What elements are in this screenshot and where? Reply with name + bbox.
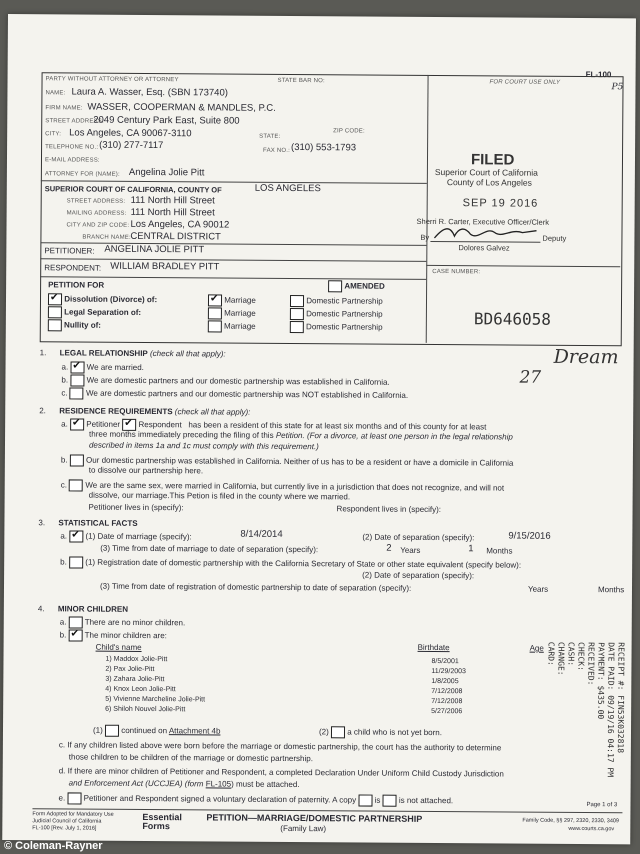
sec4-d-text2: and Enforcement Act (UCCJEA) (form [68,778,204,789]
child-name: 3) Zahara Jolie-Pitt [105,675,165,684]
unborn-option[interactable] [319,726,442,739]
separation-date: 9/15/2016 [508,530,551,542]
respondent-name: WILLIAM BRADLEY PITT [110,260,220,273]
nullity-marriage-checkbox[interactable] [208,320,222,332]
nullity-marriage-label: Marriage [224,321,256,331]
court-branch: CENTRAL DISTRICT [130,230,221,243]
court-street: 111 North Hill Street [130,194,215,207]
sec3-a2-label: (2) Date of separation (specify): [362,532,475,543]
tel-label: TELEPHONE NO.: [45,144,99,151]
sec3-title: STATISTICAL FACTS [58,518,138,528]
sec3-b1: b. (1) Registration date of domestic partnership with the California Secretary of State or other state equivalent (specify below): [60,557,522,570]
continued-checkbox[interactable] [105,725,119,737]
state-label: STATE: [259,133,281,140]
months-label: Months [486,546,513,556]
handwritten-number: 27 [519,367,542,388]
sec4-b-text: The minor children are: [84,630,167,641]
form-adoption-note [32,811,113,833]
children-names [105,655,205,716]
receipt-line: CHECK: [576,641,586,671]
petitioner-name: ANGELINA JOLIE PITT [104,243,205,256]
col-age: Age [529,643,544,653]
paternity-isnot-checkbox[interactable] [383,795,397,807]
court-county: LOS ANGELES [254,182,321,195]
sec4-c-text1: If any children listed above were born before the marriage or domestic partnership, the court has the authority to determine [67,740,502,753]
attachment-4b-link[interactable]: Attachment 4b [168,726,221,736]
sec4-b-checkbox[interactable] [69,629,83,641]
sec2-a-pet: Petitioner [86,419,121,429]
filed-county: County of Los Angeles [446,177,532,188]
sec2-c-text1: We are the same sex, were married in California, but currently live in a jurisdiction that does not recognize, and will not [85,480,505,493]
receipt-line: CARD: [546,641,556,666]
sec2-num: 2. [39,406,46,416]
legal-sep-domestic-label: Domestic Partnership [306,309,383,319]
years2-label: Years [527,584,549,594]
legal-sep-marriage-label: Marriage [224,308,256,318]
payment-receipt-stamp [545,642,626,777]
form-subtitle: (Family Law) [280,823,327,834]
amended-label: AMENDED [344,281,385,291]
nullity-domestic-checkbox[interactable] [290,321,304,333]
sec3-b-checkbox[interactable] [69,556,83,568]
dissolution-domestic-label: Domestic Partnership [306,296,383,306]
sec2-a-text2b: Petition. (For a divorce, at least one person in the legal relationship [275,430,513,442]
court-mailing-label: MAILING ADDRESS: [66,210,127,217]
petitioner-label: PETITIONER: [44,246,95,256]
bar-label: STATE BAR NO: [277,77,325,85]
city-label: CITY: [45,131,62,138]
sec4-e-text: Petitioner and Respondent signed a voluntary declaration of paternity. A copy [83,793,357,805]
court-header: SUPERIOR COURT OF CALIFORNIA, COUNTY OF [44,184,222,195]
sec2-c-checkbox[interactable] [69,479,83,491]
attorney-fax: (310) 553-1793 [291,141,357,154]
court-use-label: FOR COURT USE ONLY [489,79,561,86]
children-birthdates [431,657,466,717]
months-value: 1 [468,543,474,555]
court-document-page [2,14,636,844]
email-label: E-MAIL ADDRESS: [44,157,100,164]
receipt-line: PAYMENT: $435.00 [596,642,606,720]
legal-sep-domestic-checkbox[interactable] [290,308,304,320]
sec1-c-checkbox[interactable] [70,387,84,399]
firm-name: WASSER, COOPERMAN & MANDLES, P.C. [87,101,276,114]
sec3-a1: a. ✔ (1) Date of marriage (specify): [60,530,191,543]
sec4-a[interactable]: a. There are no minor children. [59,617,186,628]
court-branch-label: BRANCH NAME: [82,234,131,241]
sec3-a3-label: (3) Time from date of marriage to date of separation (specify): [100,543,319,555]
legal-sep-marriage-option[interactable] [208,307,256,319]
attorney-for: Angelina Jolie Pitt [128,166,205,179]
attorney-city: Los Angeles, CA 90067-3110 [69,127,192,140]
deputy-name: Dolores Galvez [458,243,510,253]
filed-title: FILED [470,151,515,169]
months2-label: Months [597,585,625,595]
receipt-line: RECEIPT #: FIN53K032818 [615,642,626,754]
years-value: 2 [386,542,392,554]
attached-label: attached. [420,796,454,806]
sec4-d-line2 [69,778,300,789]
sec2-b[interactable]: b. Our domestic partnership was established in California. Neither of us has to be a resident or have a domicile in California [60,455,514,468]
sec4-a-checkbox[interactable] [69,616,83,628]
continued-option[interactable] [93,725,221,738]
council-text: Judicial Council of California [32,818,102,825]
child-birthdate: 8/5/2001 [431,657,459,666]
sec3-b3-label: (3) Time from date of registration of domestic partnership to date of separation (specify): [99,581,412,593]
sec2-title: RESIDENCE REQUIREMENTS [59,406,173,417]
nullity-domestic-label: Domestic Partnership [306,322,383,332]
sec1-b-checkbox[interactable] [70,374,84,386]
sec4-d-text1: If there are minor children of Petitioner and Respondent, a completed Declaration Under Uniform Child Custody Jurisdiction [67,766,504,779]
respondent-label: RESPONDENT: [44,263,102,273]
sec3-b2-label: (2) Date of separation (specify): [362,570,475,581]
sec2-c[interactable]: c. We are the same sex, were married in California, but currently live in a jurisdiction that does not recognize, and will not [60,480,505,493]
attorney-street: 2049 Century Park East, Suite 800 [93,114,240,127]
family-code: Family Code, §§ 297, 2320, 2330, 3409 [522,817,620,825]
sec2-a-petitioner-checkbox[interactable] [70,418,84,430]
petitioner-lives-label: Petitioner lives in (specify): [88,502,184,513]
sec4-d: d. If there are minor children of Petitioner and Respondent, a completed Declaration Under Uniform Child Custody Jurisdiction [58,766,504,779]
filed-date: SEP 19 2016 [462,197,539,210]
isnot-label: is not [398,795,419,805]
paternity-checkbox[interactable] [67,792,81,804]
legal-sep-checkbox[interactable] [48,306,62,318]
cont2-text: a child who is not yet born. [347,727,442,738]
sec4-b[interactable]: b. ✔ The minor children are: [60,629,167,642]
courts-website[interactable]: www.courts.ca.gov [568,825,615,833]
photo-credit: © Coleman-Rayner [4,840,103,852]
street-label: STREET ADDRESS: [45,118,104,125]
child-name: 1) Maddox Jolie-Pitt [105,655,168,664]
sec4-a-text: There are no minor children. [84,617,186,628]
is-label: is [374,795,381,805]
attorney-header: PARTY WITHOUT ATTORNEY OR ATTORNEY [45,76,179,84]
legal-sep-domestic-option[interactable] [290,308,383,321]
cont1-num: (1) [92,725,103,735]
sec1-a-checkbox[interactable] [70,361,84,373]
filed-deputy-label: Deputy [542,233,567,243]
sec1-heading [60,348,226,358]
child-birthdate: 1/8/2005 [431,677,459,686]
sec4-c: c. If any children listed above were born before the marriage or domestic partnership, the court has the authority to determine [58,740,502,753]
sec1-hint: (check all that apply): [149,348,226,359]
years-label: Years [400,545,421,555]
sec2-b-text2: to dissolve our partnership here. [88,465,204,476]
attorney-tel: (310) 277-7117 [99,139,164,152]
child-birthdate: 7/12/2008 [431,687,463,696]
sec3-num: 3. [38,518,46,528]
zip-label: ZIP CODE: [333,128,365,135]
sec4-title: MINOR CHILDREN [57,604,129,614]
nullity-label: Nullity of: [64,320,101,330]
child-birthdate: 11/29/2003 [431,667,466,676]
sec1-b[interactable]: b. We are domestic partners and our domestic partnership was established in California. [61,375,390,387]
paternity-is-checkbox[interactable] [358,794,372,806]
handwritten-note: Dream [553,345,619,369]
essential-forms-logo [142,813,182,831]
ef1-text: Essential [142,811,182,823]
dissolution-option[interactable] [48,293,157,306]
nullity-domestic-option[interactable] [290,321,383,334]
dissolution-label: Dissolution (Divorce) of: [64,294,158,305]
adopted-text: Form Adopted for Mandatory Use [32,811,114,818]
rev-text: FL-100 [Rev. July 1, 2016] [32,825,97,832]
col-child-name: Child's name [95,642,142,652]
ef2-text: Forms [142,820,170,832]
sec2-b-checkbox[interactable] [70,454,84,466]
page-mark: P5 [611,82,624,93]
attorney-name: Laura A. Wasser, Esq. (SBN 173740) [71,86,228,99]
sec1-c-text: We are domestic partners and our domestic partnership was NOT established in California. [86,388,409,400]
legal-sep-label: Legal Separation of: [64,307,142,318]
dissolution-marriage-label: Marriage [224,295,256,305]
filed-by: By [420,232,430,242]
legal-sep-option[interactable] [48,306,141,319]
sec1-c[interactable]: c. We are domestic partners and our domestic partnership was NOT established in California. [61,388,409,400]
sec3-b1-label: (1) Registration date of domestic partnership with the California Secretary of State or other state equivalent (specify below): [85,557,522,570]
dissolution-domestic-checkbox[interactable] [290,295,304,307]
legal-sep-marriage-checkbox[interactable] [208,307,222,319]
attorney-for-label: ATTORNEY FOR (NAME): [44,171,120,178]
child-name: 4) Knox Leon Jolie-Pitt [105,685,176,694]
dissolution-checkbox[interactable] [48,293,62,305]
receipt-line: CASH: [566,641,576,667]
case-number: BD646058 [473,309,552,329]
sec1-a-text: We are married. [86,362,144,373]
case-number-label: CASE NUMBER: [432,268,481,276]
sec4-num: 4. [37,604,45,614]
filed-court: Superior Court of California [434,166,538,178]
sec2-a-text2: three months immediately preceding the filing of this [89,429,274,440]
sec1-a[interactable]: a. ✔ We are married. [61,361,143,374]
receipt-line: RECEIVED: [586,642,596,686]
fax-label: FAX NO.: [263,147,291,154]
receipt-line: DATE PAID: 09/19/16 04:17 PM [605,642,616,778]
sec2-heading [59,406,250,416]
sec4-e: e. Petitioner and Respondent signed a voluntary declaration of paternity. A copy is is not attached. [58,793,454,806]
sec1-num: 1. [39,348,47,358]
sec4-c-text2: those children to be children of the marriage or domestic partnership. [68,752,313,764]
child-name: 6) Shiloh Nouvel Jolie-Pitt [105,705,186,714]
filed-officer: Sherri R. Carter, Executive Officer/Clerk [416,216,549,227]
child-birthdate: 5/27/2006 [431,707,463,716]
sec2-a: a. ✔ Petitioner ✔ Respondent has been a resident of this state for at least six months and of this county for at least [61,418,486,433]
page-number: Page 1 of 3 [586,802,618,809]
firm-label: FIRM NAME: [45,105,83,112]
child-name: 2) Pax Jolie-Pitt [105,665,155,674]
dissolution-marriage-checkbox[interactable] [208,294,222,306]
sec2-c-text2: dissolve, our marriage.This Petion is filed in the county where we married. [88,490,351,502]
cont2-num: (2) [318,727,329,737]
sec4-d-text2b: ) must be attached. [231,779,300,790]
sec2-a-line2 [89,430,513,442]
child-name: 5) Vivienne Marcheline Jolie-Pitt [105,695,206,704]
nullity-option[interactable] [48,319,101,331]
form-title: PETITION—MARRIAGE/DOMESTIC PARTNERSHIP [206,812,423,824]
nullity-checkbox[interactable] [48,319,62,331]
respondent-lives-label: Respondent lives in (specify): [336,504,442,515]
sec3-a-checkbox[interactable] [69,530,83,542]
col-birthdate: Birthdate [417,642,450,653]
dissolution-marriage-option[interactable] [208,294,256,306]
name-label: NAME: [45,90,66,97]
amended-checkbox[interactable] [328,280,342,292]
sec2-a-text1: has been a resident of this state for at least six months and of this county for at least [188,420,487,432]
child-birthdate: 7/12/2008 [431,697,463,706]
amended-option[interactable] [328,280,385,292]
court-city: Los Angeles, CA 90012 [130,218,230,231]
sec2-a-text3: described in items 1a and 1c must comply with this requirement.) [88,440,319,452]
sec2-hint: (check all that apply): [174,407,251,417]
receipt-line: CHANGE: [556,641,566,676]
court-mailing: 111 North Hill Street [130,206,215,219]
cont1-text: continued on [121,725,168,736]
fl-105-link[interactable]: FL-105 [205,779,232,789]
sec3-a1-label: (1) Date of marriage (specify): [85,531,192,542]
marriage-date: 8/14/2014 [240,528,283,540]
sec2-a-resp: Respondent [138,420,182,430]
nullity-marriage-option[interactable] [208,320,256,332]
form-id: FL-100 [585,70,612,80]
sec2-b-text1: Our domestic partnership was established in California. Neither of us has to be a resident or have a domicile in California [85,455,514,468]
petition-for-label: PETITION FOR [48,280,105,290]
dissolution-domestic-option[interactable] [290,295,383,308]
unborn-checkbox[interactable] [331,726,345,738]
court-street-label: STREET ADDRESS: [66,198,126,205]
sec1-b-text: We are domestic partners and our domestic partnership was established in California. [86,375,390,387]
sec1-title: LEGAL RELATIONSHIP [59,348,148,358]
court-city-label: CITY AND ZIP CODE: [66,222,130,229]
